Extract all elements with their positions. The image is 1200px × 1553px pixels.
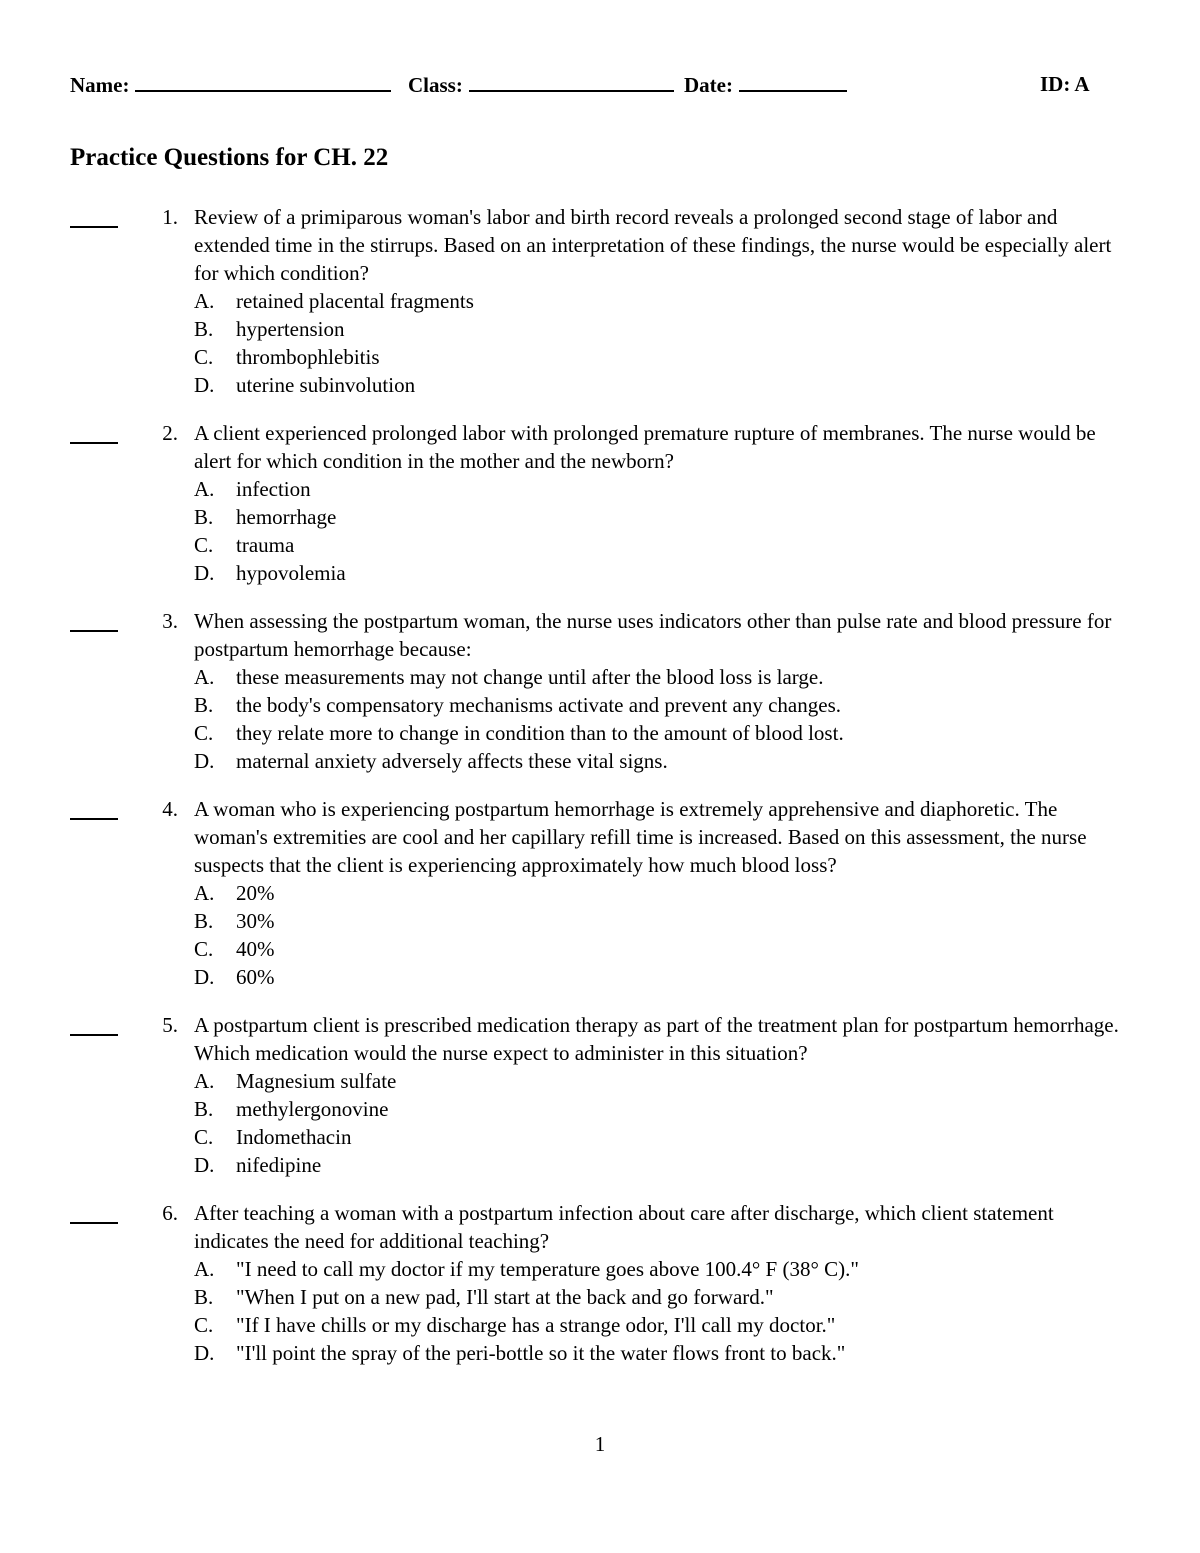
- choice-text: infection: [236, 477, 311, 501]
- question-number: 1.: [162, 205, 178, 229]
- question-text: A client experienced prolonged labor with prolonged premature rupture of membranes. The nurse would be alert for which condition in the mother and the newborn?: [194, 421, 1096, 473]
- choice-letter: A.: [194, 1257, 215, 1281]
- choice-item[interactable]: [194, 907, 1200, 935]
- page-title: Practice Questions for CH. 22: [70, 144, 389, 171]
- choice-letter: C.: [194, 1125, 214, 1149]
- choice-text: retained placental fragments: [236, 289, 474, 313]
- answer-blank[interactable]: [70, 1034, 118, 1036]
- choice-letter: A.: [194, 881, 215, 905]
- choice-text: "When I put on a new pad, I'll start at the back and go forward.": [236, 1285, 774, 1309]
- choice-item[interactable]: [194, 663, 1200, 691]
- choice-list: [194, 475, 1200, 587]
- name-label: Name:: [70, 73, 130, 97]
- choice-list: [194, 1255, 1200, 1367]
- date-field: [684, 72, 847, 98]
- question-item: [0, 795, 1200, 991]
- header: [70, 72, 1100, 100]
- question-item: [0, 1011, 1200, 1179]
- name-field: [70, 72, 391, 98]
- answer-blank[interactable]: [70, 1222, 118, 1224]
- name-blank[interactable]: [135, 72, 391, 92]
- choice-text: Indomethacin: [236, 1125, 352, 1149]
- choice-item[interactable]: [194, 475, 1200, 503]
- choice-letter: D.: [194, 749, 215, 773]
- choice-letter: B.: [194, 1285, 214, 1309]
- choice-text: 20%: [236, 881, 275, 905]
- question-text: A postpartum client is prescribed medication therapy as part of the treatment plan for postpartum hemorrhage. Which medication would the nurse expect to administer in this situation?: [194, 1013, 1119, 1065]
- choice-text: 30%: [236, 909, 275, 933]
- choice-item[interactable]: [194, 287, 1200, 315]
- choice-letter: D.: [194, 1341, 215, 1365]
- question-number: 3.: [162, 609, 178, 633]
- choice-letter: C.: [194, 1313, 214, 1337]
- choice-item[interactable]: [194, 1095, 1200, 1123]
- question-number: 6.: [162, 1201, 178, 1225]
- choice-item[interactable]: [194, 879, 1200, 907]
- question-item: [0, 1199, 1200, 1367]
- choice-letter: D.: [194, 561, 215, 585]
- choice-letter: B.: [194, 1097, 214, 1121]
- choice-text: "If I have chills or my discharge has a strange odor, I'll call my doctor.": [236, 1313, 836, 1337]
- question-item: [0, 203, 1200, 399]
- choice-letter: B.: [194, 505, 214, 529]
- choice-letter: C.: [194, 937, 214, 961]
- choice-text: they relate more to change in condition than to the amount of blood lost.: [236, 721, 844, 745]
- choice-item[interactable]: [194, 691, 1200, 719]
- choice-text: the body's compensatory mechanisms activate and prevent any changes.: [236, 693, 842, 717]
- choice-item[interactable]: [194, 1339, 1200, 1367]
- choice-letter: C.: [194, 345, 214, 369]
- question-list: [0, 203, 1200, 1387]
- choice-list: [194, 287, 1200, 399]
- choice-text: uterine subinvolution: [236, 373, 416, 397]
- answer-blank[interactable]: [70, 442, 118, 444]
- id-label: ID: A: [1040, 72, 1090, 96]
- choice-item[interactable]: [194, 1255, 1200, 1283]
- choice-text: methylergonovine: [236, 1097, 389, 1121]
- choice-item[interactable]: [194, 315, 1200, 343]
- choice-letter: C.: [194, 533, 214, 557]
- choice-list: [194, 1067, 1200, 1179]
- choice-letter: D.: [194, 965, 215, 989]
- choice-item[interactable]: [194, 1283, 1200, 1311]
- choice-list: [194, 663, 1200, 775]
- choice-item[interactable]: [194, 371, 1200, 399]
- answer-blank[interactable]: [70, 818, 118, 820]
- question-text: When assessing the postpartum woman, the nurse uses indicators other than pulse rate and blood pressure for postpartum hemorrhage because:: [194, 609, 1112, 661]
- question-text: After teaching a woman with a postpartum infection about care after discharge, which client statement indicates the need for additional teaching?: [194, 1201, 1054, 1253]
- choice-list: [194, 879, 1200, 991]
- choice-letter: A.: [194, 1069, 215, 1093]
- choice-letter: B.: [194, 909, 214, 933]
- choice-text: hypertension: [236, 317, 345, 341]
- choice-letter: A.: [194, 665, 215, 689]
- choice-text: maternal anxiety adversely affects these vital signs.: [236, 749, 668, 773]
- choice-letter: B.: [194, 693, 214, 717]
- choice-text: thrombophlebitis: [236, 345, 380, 369]
- class-field: [408, 72, 674, 98]
- class-label: Class:: [408, 73, 463, 97]
- choice-item[interactable]: [194, 1123, 1200, 1151]
- choice-text: "I need to call my doctor if my temperature goes above 100.4° F (38° C).": [236, 1257, 859, 1281]
- choice-letter: B.: [194, 317, 214, 341]
- date-label: Date:: [684, 73, 733, 97]
- choice-item[interactable]: [194, 1311, 1200, 1339]
- answer-blank[interactable]: [70, 630, 118, 632]
- choice-letter: D.: [194, 1153, 215, 1177]
- question-text: A woman who is experiencing postpartum hemorrhage is extremely apprehensive and diaphoretic. The woman's extremities are cool and her capillary refill time is increased. Based on this assessment, the nurse suspects that the client is experiencing approximately how much blood loss?: [194, 797, 1087, 877]
- choice-text: hypovolemia: [236, 561, 346, 585]
- choice-text: these measurements may not change until after the blood loss is large.: [236, 665, 824, 689]
- question-item: [0, 607, 1200, 775]
- choice-text: "I'll point the spray of the peri-bottle so it the water flows front to back.": [236, 1341, 846, 1365]
- choice-item[interactable]: [194, 747, 1200, 775]
- class-blank[interactable]: [469, 72, 674, 92]
- choice-item[interactable]: [194, 559, 1200, 587]
- choice-text: trauma: [236, 533, 295, 557]
- choice-letter: D.: [194, 373, 215, 397]
- choice-text: 60%: [236, 965, 275, 989]
- question-number: 2.: [162, 421, 178, 445]
- choice-item[interactable]: [194, 1067, 1200, 1095]
- choice-text: hemorrhage: [236, 505, 337, 529]
- choice-item[interactable]: [194, 503, 1200, 531]
- choice-item[interactable]: [194, 1151, 1200, 1179]
- question-item: [0, 419, 1200, 587]
- question-number: 5.: [162, 1013, 178, 1037]
- choice-text: nifedipine: [236, 1153, 322, 1177]
- choice-letter: A.: [194, 289, 215, 313]
- question-text: Review of a primiparous woman's labor and birth record reveals a prolonged second stage of labor and extended time in the stirrups. Based on an interpretation of these findings, the nurse would be especially alert for which condition?: [194, 205, 1112, 285]
- page-number: 1: [594, 1432, 606, 1456]
- date-blank[interactable]: [739, 72, 847, 92]
- answer-blank[interactable]: [70, 226, 118, 228]
- choice-letter: C.: [194, 721, 214, 745]
- choice-item[interactable]: [194, 719, 1200, 747]
- choice-item[interactable]: [194, 531, 1200, 559]
- question-number: 4.: [162, 797, 178, 821]
- choice-item[interactable]: [194, 963, 1200, 991]
- choice-item[interactable]: [194, 343, 1200, 371]
- choice-text: 40%: [236, 937, 275, 961]
- choice-text: Magnesium sulfate: [236, 1069, 397, 1093]
- choice-letter: A.: [194, 477, 215, 501]
- choice-item[interactable]: [194, 935, 1200, 963]
